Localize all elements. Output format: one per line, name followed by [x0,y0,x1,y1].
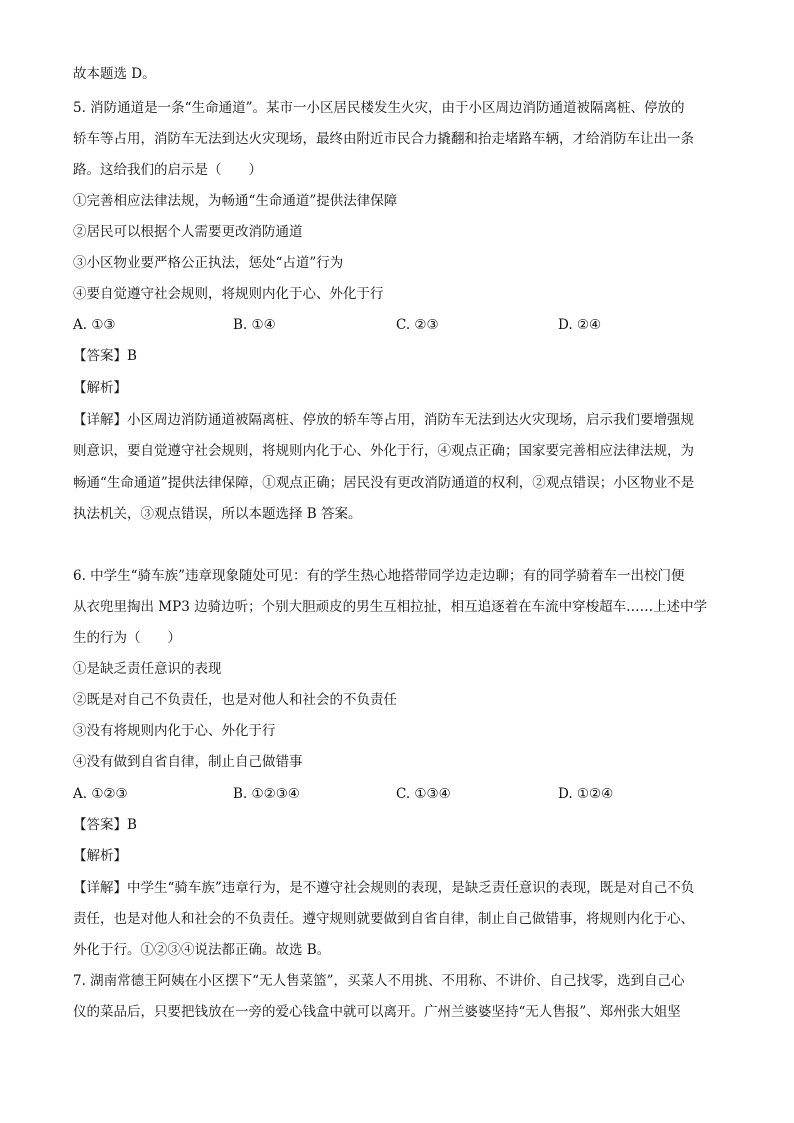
question-5-statement: ①完善相应法律法规，为畅通“生命通道”提供法律保障 [73,193,398,209]
question-6-stem: 从衣兜里掏出 MP3 边骑边听；个别大胆顽皮的男生互相拉扯，相互追逐着在车流中穿梭超车……上述中学 [73,599,708,615]
question-6-answer: 【答案】B [73,817,137,833]
option-a: A. ①③ [73,317,116,333]
question-5-analysis-label: 【解析】 [73,380,127,396]
question-6-detail: 外化于行。①②③④说法都正确。故选 B。 [73,942,331,958]
question-5-stem: 路。这给我们的启示是（ ） [73,162,262,178]
text-line: 故本题选 D。 [73,66,156,82]
question-5-stem: 5. 消防通道是一条“生命通道”。某市一小区居民楼发生火灾，由于小区周边消防通道被隔离桩、停放的 [73,100,685,116]
question-5-answer: 【答案】B [73,348,137,364]
option-b: B. ①④ [233,317,276,333]
question-6-statement: ②既是对自己不负责任，也是对他人和社会的不负责任 [73,692,397,708]
question-5-statement: ③小区物业要严格公正执法，惩处“占道”行为 [73,255,344,271]
question-6-statement: ③没有将规则内化于心、外化于行 [73,723,276,739]
question-6-statement: ④没有做到自省自律，制止自己做错事 [73,754,303,770]
question-5-detail: 执法机关，③观点错误，所以本题选择 B 答案。 [73,506,362,522]
option-d: D. ①②④ [558,786,614,802]
option-c: C. ②③ [396,317,439,333]
question-5-statement: ②居民可以根据个人需要更改消防通道 [73,224,303,240]
question-6-analysis-label: 【解析】 [73,848,127,864]
option-d: D. ②④ [558,317,602,333]
question-6-statement: ①是缺乏责任意识的表现 [73,661,222,677]
question-5-detail: 【详解】小区周边消防通道被隔离桩、停放的轿车等占用，消防车无法到达火灾现场，启示我们要增强规 [73,412,694,428]
question-5-detail: 则意识，要自觉遵守社会规则，将规则内化于心、外化于行，④观点正确；国家要完善相应法律法规，为 [73,443,694,459]
question-5-detail: 畅通“生命通道”提供法律保障，①观点正确；居民没有更改消防通道的权利，②观点错误；小区物业不是 [73,475,695,491]
question-7-stem: 7. 湖南常德王阿姨在小区摆下“无人售菜篮”，买菜人不用挑、不用称、不讲价、自己找零，选到自己心 [73,973,685,989]
question-6-options [73,784,723,804]
question-7-stem: 仪的菜品后，只要把钱放在一旁的爱心钱盒中就可以离开。广州兰婆婆坚持“无人售报”、郑州张大姐坚 [73,1004,681,1020]
option-a: A. ①②③ [73,786,128,802]
option-c: C. ①③④ [396,786,451,802]
question-6-detail: 责任，也是对他人和社会的不负责任。遵守规则就要做到自省自律，制止自己做错事，将规则内化于心、 [73,911,694,927]
option-b: B. ①②③④ [233,786,300,802]
question-5-options [73,315,723,335]
question-5-statement: ④要自觉遵守社会规则，将规则内化于心、外化于行 [73,286,384,302]
question-6-stem: 6. 中学生“骑车族”违章现象随处可见：有的学生热心地搭带同学边走边聊；有的同学骑着车一出校门便 [73,568,685,584]
question-6-detail: 【详解】中学生“骑车族”违章行为，是不遵守社会规则的表现，是缺乏责任意识的表现，既是对自己不负 [73,880,695,896]
question-6-stem: 生的行为（ ） [73,630,181,646]
question-5-stem: 轿车等占用，消防车无法到达火灾现场，最终由附近市民合力撬翻和抬走堵路车辆，才给消防车让出一条 [73,131,694,147]
